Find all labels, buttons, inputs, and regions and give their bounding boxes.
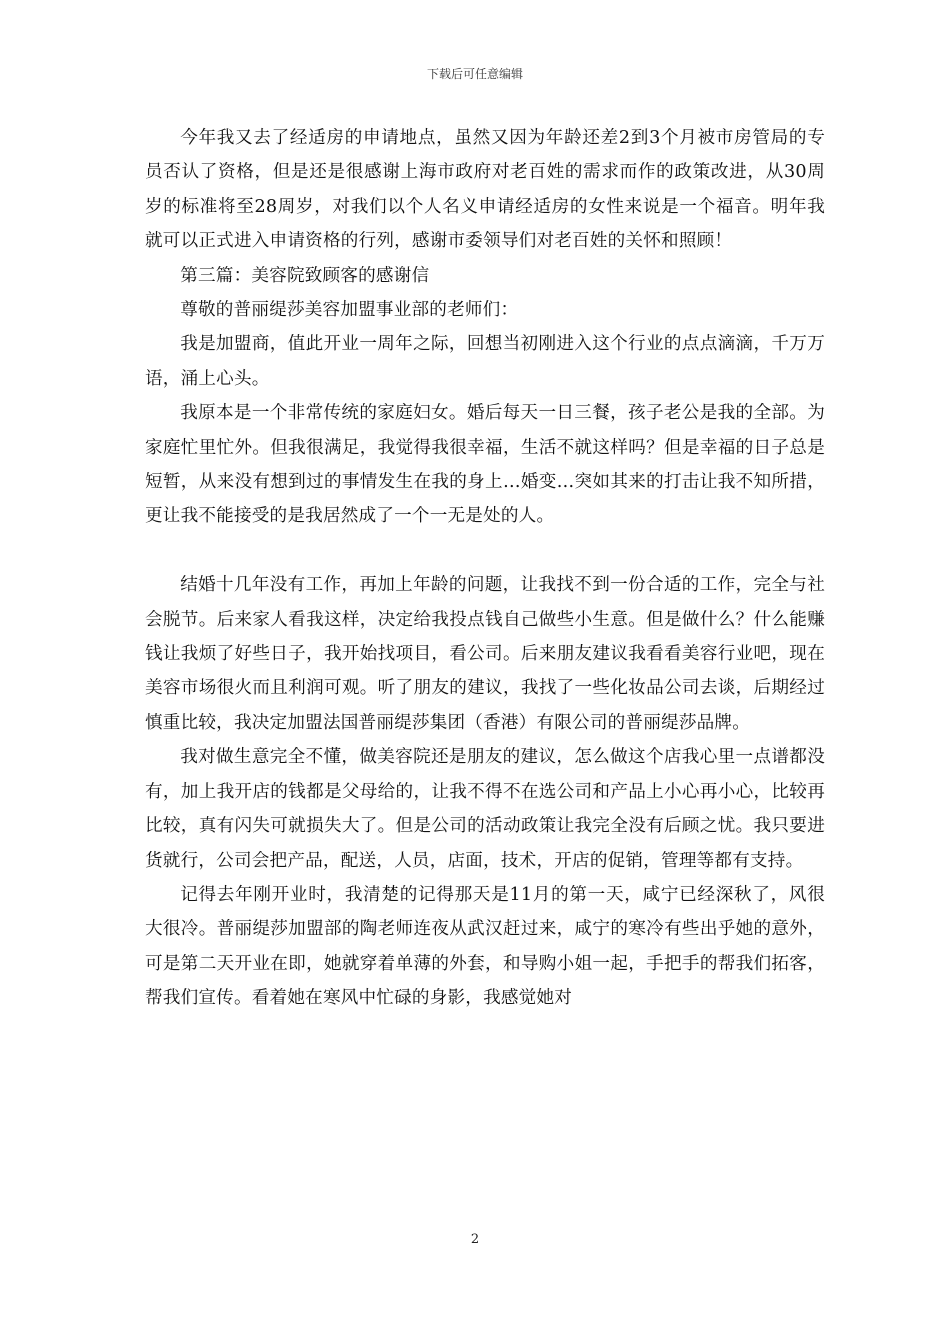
document-body (145, 121, 825, 1016)
page-header: 下载后可任意编辑 (426, 67, 523, 81)
paragraph-intro: 我是加盟商，值此开业一周年之际，回想当初刚进入这个行业的点点滴滴，千万万语，涌上心头。 (145, 334, 825, 389)
paragraph-opening-day: 记得去年刚开业时，我清楚的记得那天是11月的第一天，咸宁已经深秋了，风很大很冷。普丽缇莎加盟部的陶老师连夜从武汉赶过来，咸宁的寒冷有些出乎她的意外，可是第二天开业在即，她就穿着单薄的外套，和导购小姐一起，手把手的帮我们拓客，帮我们宣传。看着她在寒风中忙碌的身影，我感觉她对 (145, 884, 825, 1009)
paragraph-housing-application: 今年我又去了经适房的申请地点，虽然又因为年龄还差2到3个月被市房管局的专员否认了资格，但是还是很感谢上海市政府对老百姓的需求而作的政策改进，从30周岁的标准将至28周岁，对我们以个人名义申请经适房的女性来说是一个福音。明年我就可以正式进入申请资格的行列，感谢市委领导们对老百姓的关怀和照顾！ (145, 128, 825, 252)
paragraph-support: 我对做生意完全不懂，做美容院还是朋友的建议，怎么做这个店我心里一点谱都没有，加上我开店的钱都是父母给的，让我不得不在选公司和产品上小心再小心，比较再比较，真有闪失可就损失大了。但是公司的活动政策让我完全没有后顾之忧。我只要进货就行，公司会把产品，配送，人员，店面，技术，开店的促销，管理等都有支持。 (145, 747, 825, 871)
letter-salutation: 尊敬的普丽缇莎美容加盟事业部的老师们： (180, 300, 519, 321)
page-number: 2 (470, 1232, 480, 1247)
paragraph-gap (145, 534, 825, 568)
section-heading: 第三篇：美容院致顾客的感谢信 (180, 265, 430, 286)
paragraph-background: 我原本是一个非常传统的家庭妇女。婚后每天一日三餐，孩子老公是我的全部。为家庭忙里忙外。但我很满足，我觉得我很幸福，生活不就这样吗？但是幸福的日子总是短暂，从来没有想到过的事情发生在我的身上…婚变…突如其来的打击让我不知所措，更让我不能接受的是我居然成了一个一无是处的人。 (145, 403, 825, 527)
paragraph-decision: 结婚十几年没有工作，再加上年龄的问题，让我找不到一份合适的工作，完全与社会脱节。后来家人看我这样，决定给我投点钱自己做些小生意。但是做什么？什么能赚钱让我烦了好些日子，我开始找项目，看公司。后来朋友建议我看看美容行业吧，现在美容市场很火而且利润可观。听了朋友的建议，我找了一些化妆品公司去谈，后期经过慎重比较，我决定加盟法国普丽缇莎集团（香港）有限公司的普丽缇莎品牌。 (145, 575, 825, 733)
